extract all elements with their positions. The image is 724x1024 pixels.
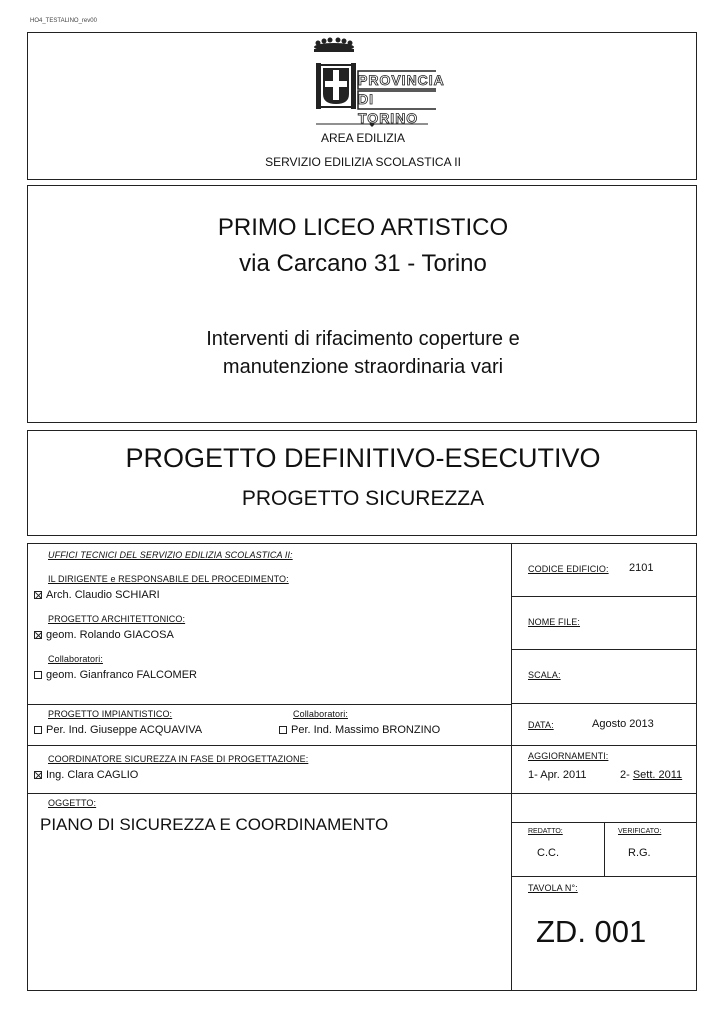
updates-label: AGGIORNAMENTI: bbox=[528, 751, 609, 761]
subject-value: PIANO DI SICUREZZA E COORDINAMENTO bbox=[40, 815, 389, 834]
service-title: SERVIZIO EDILIZIA SCOLASTICA II bbox=[265, 155, 461, 169]
verified-value: R.G. bbox=[628, 847, 651, 859]
collab-label: Collaboratori: bbox=[48, 654, 103, 664]
logo-text: PROVINCIA DI TORINO bbox=[358, 72, 445, 126]
area-title: AREA EDILIZIA bbox=[320, 131, 406, 145]
update-2: Sett. 2011 bbox=[632, 769, 683, 781]
table-number: ZD. 001 bbox=[536, 914, 647, 949]
building-code-value: 2101 bbox=[629, 562, 654, 574]
drafted-label: REDATTO: bbox=[528, 828, 563, 835]
drafted-value: C.C. bbox=[537, 847, 559, 859]
sep-right-5 bbox=[511, 793, 697, 794]
arch-label: PROGETTO ARCHITETTONICO: bbox=[48, 614, 186, 624]
unchecked-box-icon bbox=[279, 726, 287, 734]
safety-label: COORDINATORE SICUREZZA IN FASE DI PROGETTAZIONE: bbox=[48, 754, 309, 764]
sep-right-3 bbox=[511, 703, 697, 704]
update-2-prefix: 2- bbox=[620, 769, 633, 781]
plant-row bbox=[34, 724, 202, 736]
file-name-label: NOME FILE: bbox=[528, 617, 581, 627]
arch-name: geom. Rolando GIACOSA bbox=[46, 629, 174, 641]
collab-name: geom. Gianfranco FALCOMER bbox=[46, 669, 198, 681]
scale-label: SCALA: bbox=[528, 670, 561, 680]
school-address: via Carcano 31 - Torino bbox=[239, 250, 487, 277]
subject-label: OGGETTO: bbox=[48, 798, 97, 808]
phase-subtitle: PROGETTO SICUREZZA bbox=[241, 487, 485, 510]
project-box bbox=[27, 185, 697, 423]
phase-box bbox=[27, 430, 697, 536]
sep-left-2 bbox=[27, 745, 511, 746]
checked-box-icon bbox=[34, 771, 42, 779]
sep-right-7 bbox=[511, 876, 697, 877]
school-name: PRIMO LICEO ARTISTICO bbox=[217, 214, 509, 241]
building-code-label: CODICE EDIFICIO: bbox=[528, 564, 609, 574]
update-2-row bbox=[620, 769, 682, 781]
unchecked-box-icon bbox=[34, 726, 42, 734]
update-1: 1- Apr. 2011 bbox=[528, 769, 587, 781]
checked-box-icon bbox=[34, 631, 42, 639]
unchecked-box-icon bbox=[34, 671, 42, 679]
manager-name: Arch. Claudio SCHIARI bbox=[46, 589, 160, 601]
phase-title: PROGETTO DEFINITIVO-ESECUTIVO bbox=[125, 443, 601, 473]
manager-row bbox=[34, 589, 160, 601]
province-logo bbox=[286, 37, 445, 133]
date-value: Agosto 2013 bbox=[592, 718, 654, 730]
table-label: TAVOLA N°: bbox=[528, 883, 578, 893]
sep-left-3 bbox=[27, 793, 511, 794]
arch-row bbox=[34, 629, 174, 641]
header-box bbox=[27, 32, 697, 180]
document-code: HO4_TESTALINO_rev00 bbox=[30, 18, 97, 24]
project-description-2: manutenzione straordinaria vari bbox=[222, 356, 504, 378]
manager-label: IL DIRIGENTE e RESPONSABILE DEL PROCEDIMENTO: bbox=[48, 574, 289, 584]
project-description-1: Interventi di rifacimento coperture e bbox=[206, 328, 520, 350]
sep-right-1 bbox=[511, 596, 697, 597]
checked-box-icon bbox=[34, 591, 42, 599]
plant-collab-row bbox=[279, 724, 440, 736]
title-block-divider bbox=[511, 543, 512, 991]
plant-collab-name: Per. Ind. Massimo BRONZINO bbox=[291, 724, 441, 736]
sep-right-4 bbox=[511, 745, 697, 746]
plant-name: Per. Ind. Giuseppe ACQUAVIVA bbox=[46, 724, 203, 736]
offices-heading: UFFICI TECNICI DEL SERVIZIO EDILIZIA SCOLASTICA II: bbox=[48, 550, 293, 560]
sep-right-2 bbox=[511, 649, 697, 650]
date-label: DATA: bbox=[528, 720, 554, 730]
sep-right-vertical bbox=[604, 822, 605, 876]
verified-label: VERIFICATO: bbox=[618, 828, 662, 835]
plant-label: PROGETTO IMPIANTISTICO: bbox=[48, 709, 173, 719]
collab-row bbox=[34, 669, 197, 681]
safety-name: Ing. Clara CAGLIO bbox=[46, 769, 139, 781]
safety-row bbox=[34, 769, 138, 781]
sep-left-1 bbox=[27, 704, 511, 705]
plant-collab-label: Collaboratori: bbox=[293, 709, 348, 719]
